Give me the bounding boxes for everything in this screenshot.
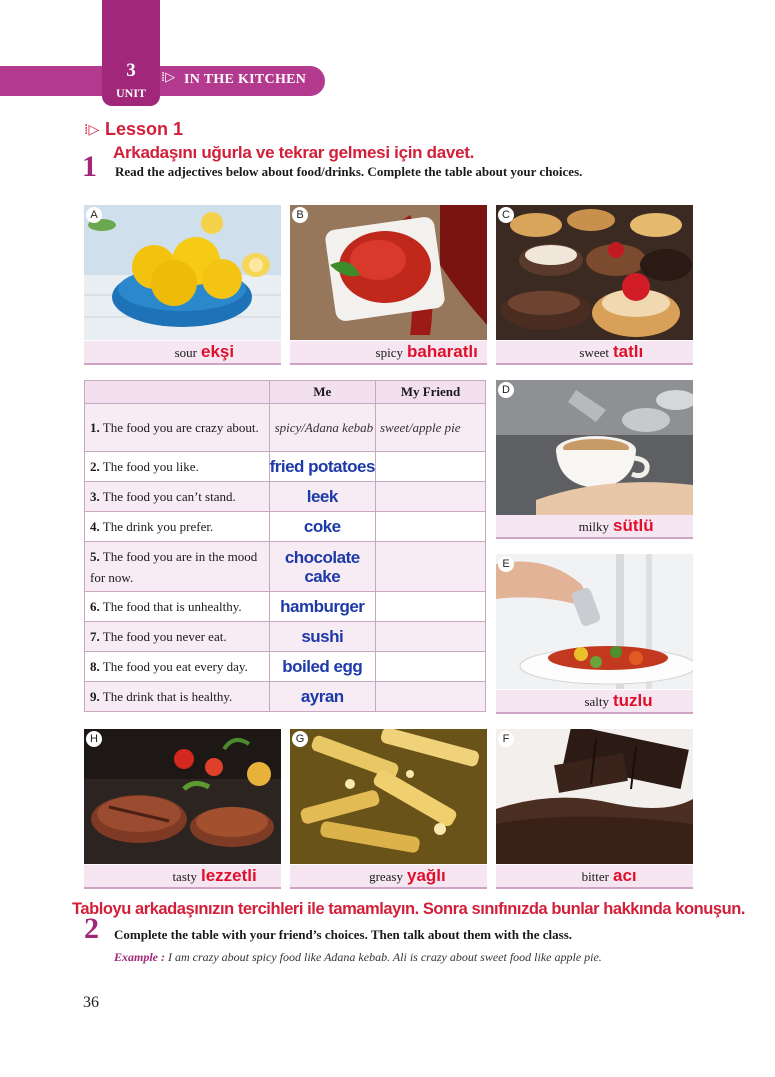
photo-frying-potatoes (290, 729, 487, 864)
photo-letter: C (498, 207, 514, 223)
adjective-turkish: ekşi (201, 342, 235, 361)
question-cell (85, 652, 270, 682)
question-cell (85, 452, 270, 482)
exercise2-number: 2 (84, 912, 99, 945)
exercise1-instruction: Read the adjectives below about food/drinks. Complete the table about your choices. (115, 164, 583, 179)
adjective-english: salty (584, 694, 609, 709)
question-text: The food that is unhealthy. (102, 599, 242, 614)
page-number: 36 (83, 994, 99, 1011)
question-number: 8. (90, 659, 100, 674)
answer-me[interactable]: ayran (269, 682, 375, 712)
adjective-turkish: tuzlu (613, 691, 653, 710)
question-text: The food you eat every day. (102, 659, 248, 674)
adjective-english: sweet (579, 345, 609, 360)
photo-letter: A (86, 207, 102, 223)
caption-bitter (496, 865, 693, 889)
caption-tasty (84, 865, 281, 889)
table-header-empty (85, 381, 270, 404)
adjective-english: spicy (375, 345, 403, 360)
answer-me[interactable]: leek (269, 482, 375, 512)
adjective-english: sour (174, 345, 197, 360)
lesson-title: Lesson 1 (105, 119, 184, 139)
adjective-english: tasty (172, 869, 197, 884)
question-number: 9. (90, 689, 100, 704)
photo-steak (84, 729, 281, 864)
adjective-turkish: sütlü (613, 516, 654, 535)
photo-lemons (84, 205, 281, 340)
table-header-me: Me (269, 381, 375, 404)
exercise2-translation: Tabloyu arkadaşınızın tercihleri ile tamamlayın. Sonra sınıfınızda bunlar hakkında konuşun. (72, 900, 746, 918)
caption-sour (84, 341, 281, 365)
pastries-illustration (496, 205, 693, 340)
exercise1-number: 1 (82, 150, 97, 183)
question-number: 4. (90, 519, 100, 534)
answer-me[interactable]: sushi (269, 622, 375, 652)
question-number: 6. (90, 599, 100, 614)
question-number: 2. (90, 459, 100, 474)
adjective-turkish: yağlı (407, 866, 446, 885)
question-cell (85, 542, 270, 592)
answer-me[interactable]: coke (269, 512, 375, 542)
question-cell (85, 622, 270, 652)
question-text: The food you can’t stand. (102, 489, 236, 504)
question-text: The food you like. (102, 459, 199, 474)
question-cell (85, 512, 270, 542)
table-row (85, 592, 486, 622)
dark-chocolate-illustration (496, 729, 693, 864)
choices-table (84, 380, 486, 712)
milky-coffee-illustration (496, 380, 693, 515)
question-number: 3. (90, 489, 100, 504)
adjective-turkish: tatlı (613, 342, 644, 361)
example-text: I am crazy about spicy food like Adana kebab. Ali is crazy about sweet food like apple pie. (168, 950, 602, 964)
question-number: 5. (90, 548, 100, 564)
question-cell (85, 682, 270, 712)
photo-salty-dish (496, 554, 693, 689)
answer-friend[interactable] (375, 452, 485, 482)
table-row (85, 482, 486, 512)
steak-illustration (84, 729, 281, 864)
unit-label: UNIT (115, 86, 146, 100)
table-row (85, 404, 486, 452)
answer-me[interactable]: boiled egg (269, 652, 375, 682)
photo-pastries (496, 205, 693, 340)
question-cell (85, 482, 270, 512)
question-number: 1. (90, 420, 100, 435)
adjective-english: milky (578, 519, 609, 534)
unit-title: IN THE KITCHEN (184, 72, 307, 87)
caption-spicy (290, 341, 487, 365)
example-sentence (114, 950, 602, 965)
photo-letter: H (86, 731, 102, 747)
adjective-english: greasy (369, 869, 403, 884)
exercise1-translation: Arkadaşını uğurla ve tekrar gelmesi için davet. (113, 143, 475, 162)
photo-milky-coffee (496, 380, 693, 515)
answer-friend[interactable] (375, 592, 485, 622)
question-text: The food you never eat. (102, 629, 227, 644)
triangle-arrow-icon: ⁞▷ (161, 70, 176, 85)
frying-potatoes-illustration (290, 729, 487, 864)
example-label: Example : (114, 950, 165, 964)
table-row (85, 542, 486, 592)
photo-letter: G (292, 731, 308, 747)
caption-milky (496, 515, 693, 539)
adjective-turkish: acı (613, 866, 637, 885)
answer-friend[interactable] (375, 512, 485, 542)
table-row (85, 452, 486, 482)
table-row (85, 652, 486, 682)
photo-letter: B (292, 207, 308, 223)
caption-greasy (290, 865, 487, 889)
triangle-arrow-icon: ⁞▷ (84, 122, 100, 138)
answer-friend[interactable] (375, 652, 485, 682)
question-text: The food you are crazy about. (102, 420, 259, 435)
lemons-illustration (84, 205, 281, 340)
exercise2-instruction: Complete the table with your friend’s choices. Then talk about them with the class. (114, 927, 573, 942)
question-text: The drink you prefer. (102, 519, 214, 534)
adjective-turkish: lezzetli (201, 866, 257, 885)
photo-letter: D (498, 382, 514, 398)
question-cell (85, 404, 270, 452)
answer-friend[interactable]: sweet/apple pie (375, 404, 485, 452)
question-text: The drink that is healthy. (102, 689, 233, 704)
answer-me[interactable]: spicy/Adana kebab (269, 404, 375, 452)
answer-friend[interactable] (375, 482, 485, 512)
table-row (85, 512, 486, 542)
answer-friend[interactable] (375, 542, 485, 592)
salty-dish-illustration (496, 554, 693, 689)
photo-spicy-sauce (290, 205, 487, 340)
answer-friend[interactable] (375, 682, 485, 712)
table-header-friend: My Friend (375, 381, 485, 404)
answer-me[interactable]: chocolate cake (269, 542, 375, 592)
question-text: The food you are in the mood for now. (90, 548, 258, 585)
table-row (85, 622, 486, 652)
answer-me[interactable]: hamburger (269, 592, 375, 622)
caption-sweet (496, 341, 693, 365)
photo-letter: F (498, 731, 514, 747)
question-cell (85, 592, 270, 622)
caption-salty (496, 690, 693, 714)
answer-friend[interactable] (375, 622, 485, 652)
question-number: 7. (90, 629, 100, 644)
photo-dark-chocolate (496, 729, 693, 864)
photo-letter: E (498, 556, 514, 572)
adjective-english: bitter (581, 869, 609, 884)
table-row (85, 682, 486, 712)
adjective-turkish: baharatlı (407, 342, 478, 361)
spicy-sauce-illustration (290, 205, 487, 340)
answer-me[interactable]: fried potatoes (269, 452, 375, 482)
unit-number: 3 (126, 60, 136, 81)
